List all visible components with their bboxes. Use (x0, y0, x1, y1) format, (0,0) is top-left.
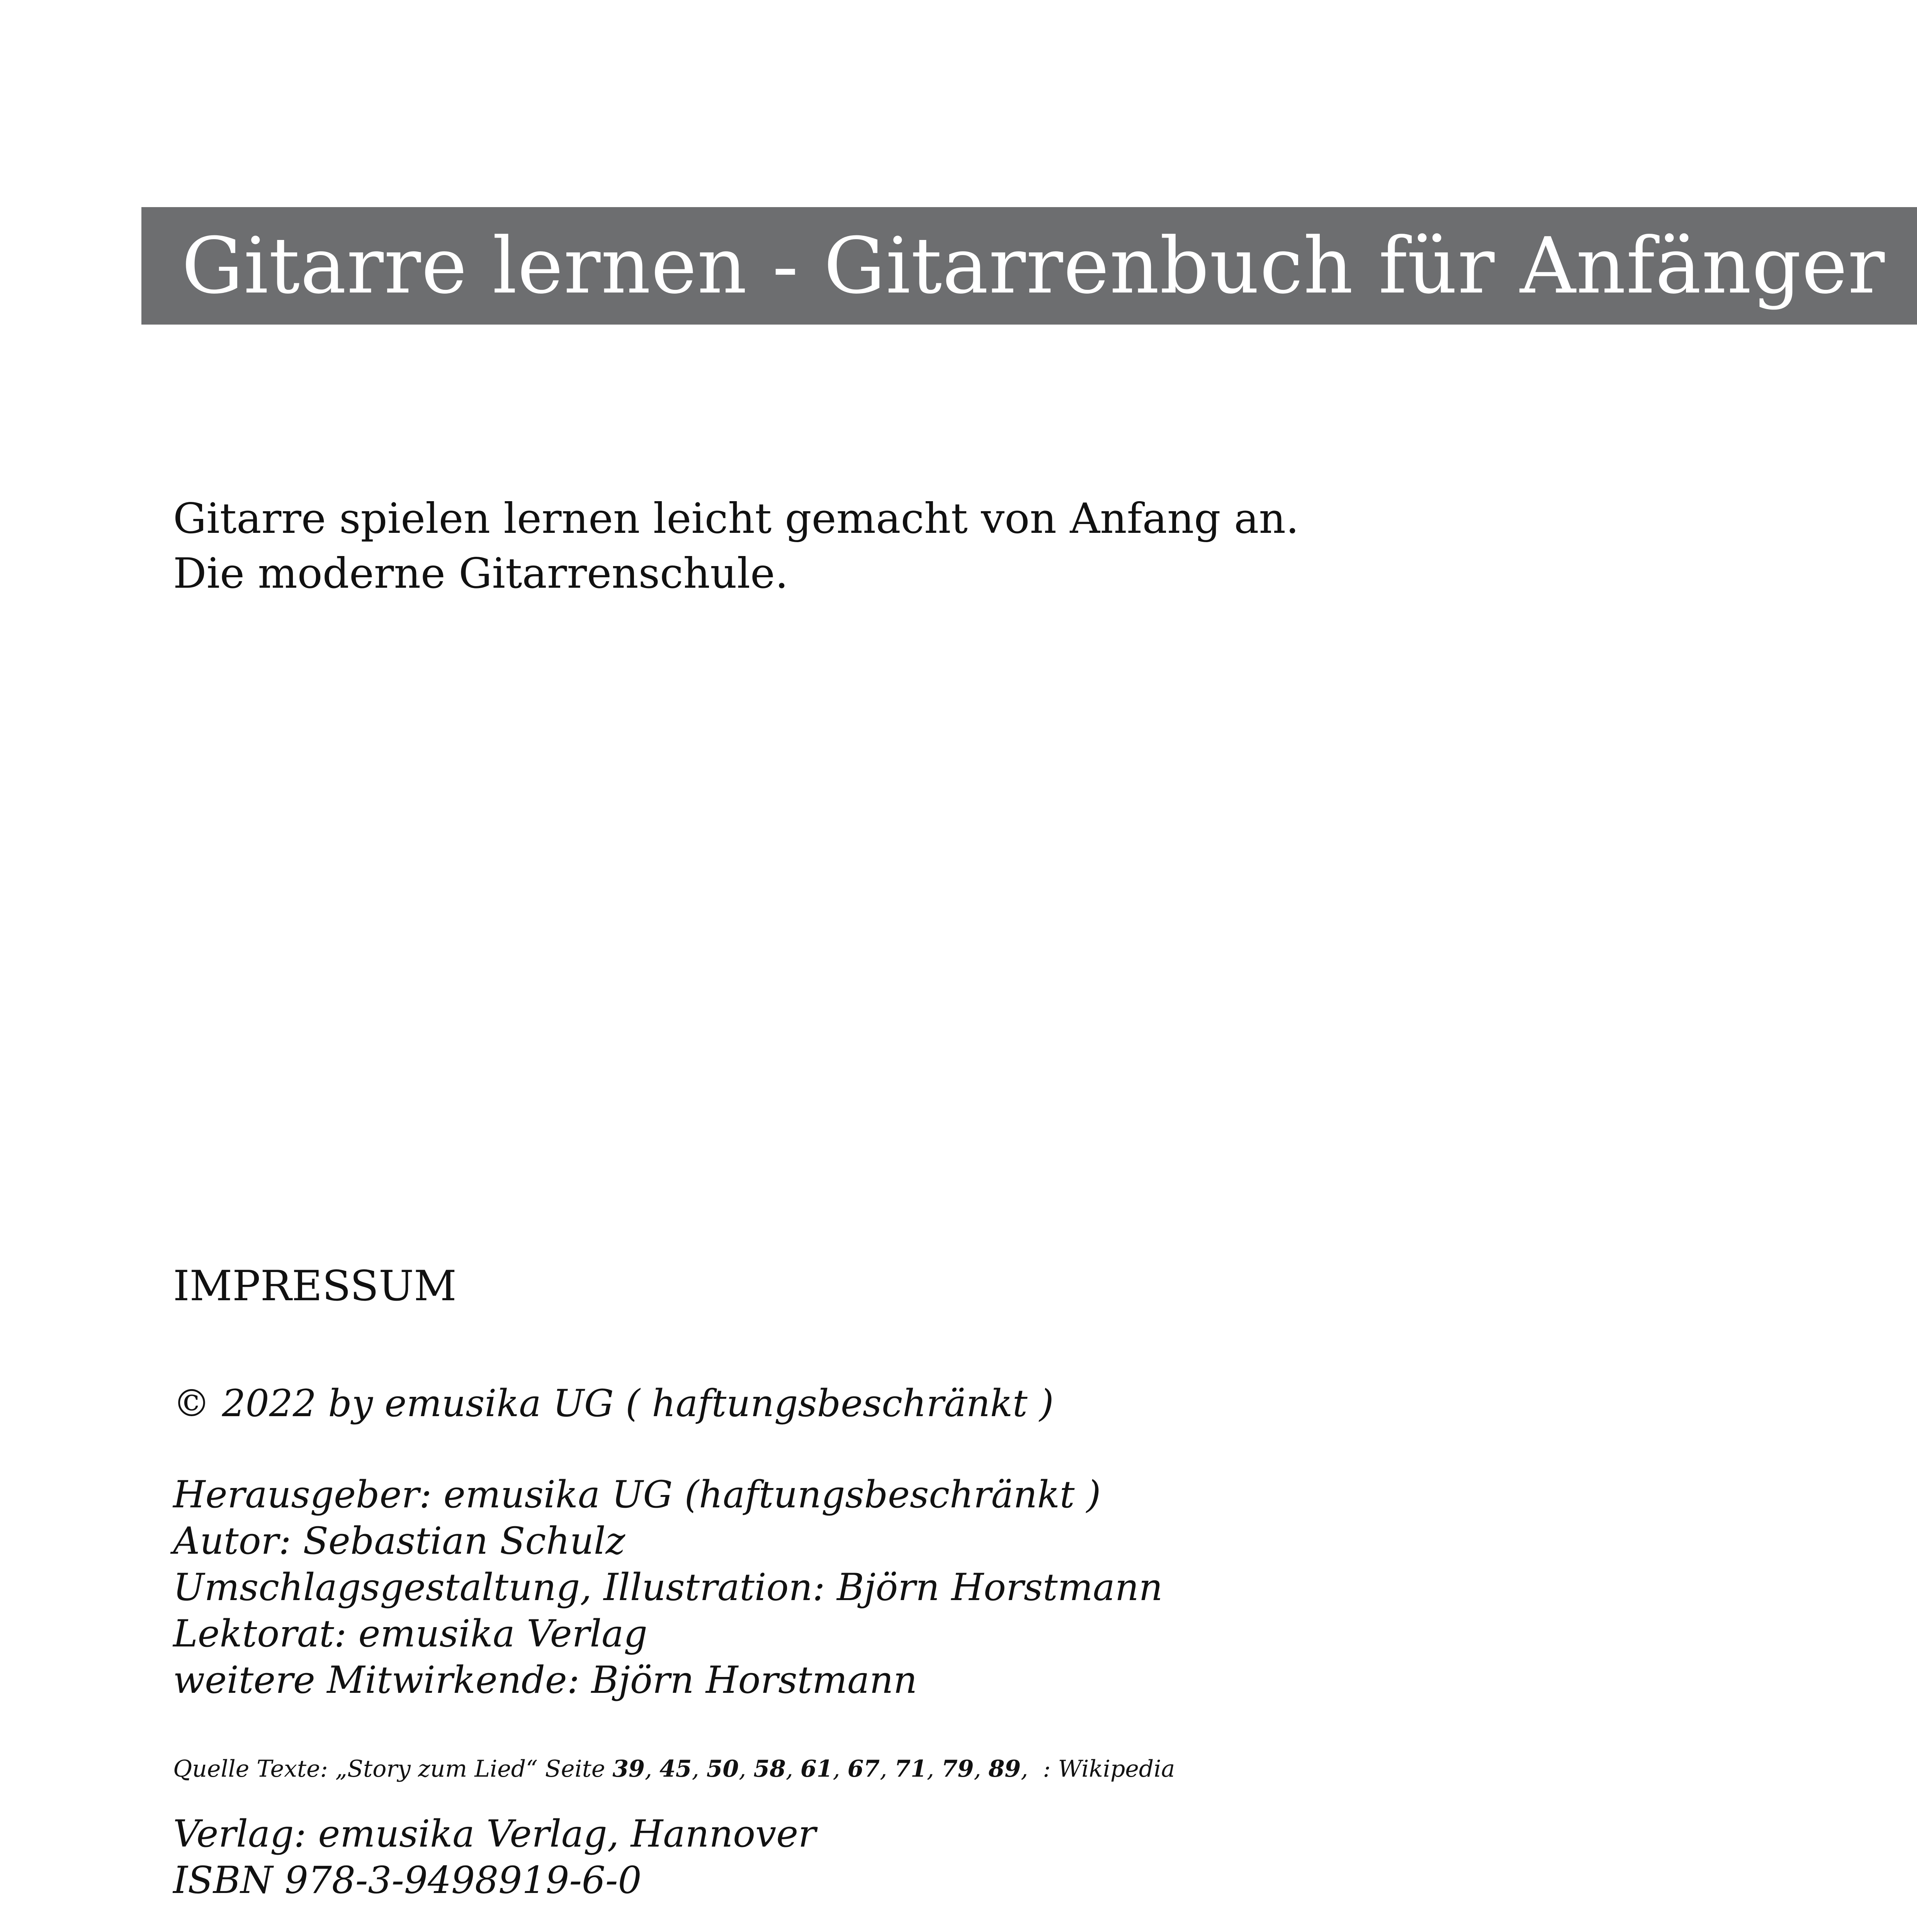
source-suffix: : Wikipedia (1043, 1755, 1175, 1782)
source-page: 45 (659, 1755, 692, 1782)
copyright-notice: © 2022 by emusika UG ( haftungsbeschränkt ) (173, 1382, 1054, 1425)
source-page: 58 (753, 1755, 786, 1782)
subtitle-line-1: Gitarre spielen lernen leicht gemacht von Anfang an. (173, 495, 1299, 543)
credit-publisher: Herausgeber: emusika UG (haftungsbeschränkt ) (173, 1473, 1101, 1516)
text-source-note: Quelle Texte: „Story zum Lied“ Seite 39, 45, 50, 58, 61, 67, 71, 79, 89, : Wikipedia (173, 1755, 1175, 1782)
credit-editing: Lektorat: emusika Verlag (173, 1612, 647, 1655)
source-page: 61 (800, 1755, 833, 1782)
credit-author: Autor: Sebastian Schulz (173, 1519, 625, 1563)
isbn-line: ISBN 978-3-9498919-6-0 (173, 1859, 642, 1902)
publisher-line: Verlag: emusika Verlag, Hannover (173, 1812, 816, 1855)
impressum-heading: IMPRESSUM (173, 1262, 457, 1310)
source-page: 79 (942, 1755, 974, 1782)
source-page: 50 (706, 1755, 739, 1782)
subtitle-line-2: Die moderne Gitarrenschule. (173, 549, 789, 598)
source-page: 39 (612, 1755, 645, 1782)
credits-list (173, 1471, 1163, 1703)
book-title: Gitarre lernen - Gitarrenbuch für Anfänger (182, 221, 1885, 311)
credit-cover-design: Umschlagsgestaltung, Illustration: Björn Horstmann (173, 1566, 1163, 1609)
source-page: 71 (894, 1755, 927, 1782)
subtitle (173, 492, 1299, 601)
source-page: 67 (847, 1755, 880, 1782)
source-prefix: Quelle Texte: „Story zum Lied“ Seite (173, 1755, 605, 1782)
title-banner (141, 207, 1917, 325)
source-page: 89 (988, 1755, 1021, 1782)
publisher-info (173, 1811, 816, 1903)
credit-contributors: weitere Mitwirkende: Björn Horstmann (173, 1658, 918, 1702)
